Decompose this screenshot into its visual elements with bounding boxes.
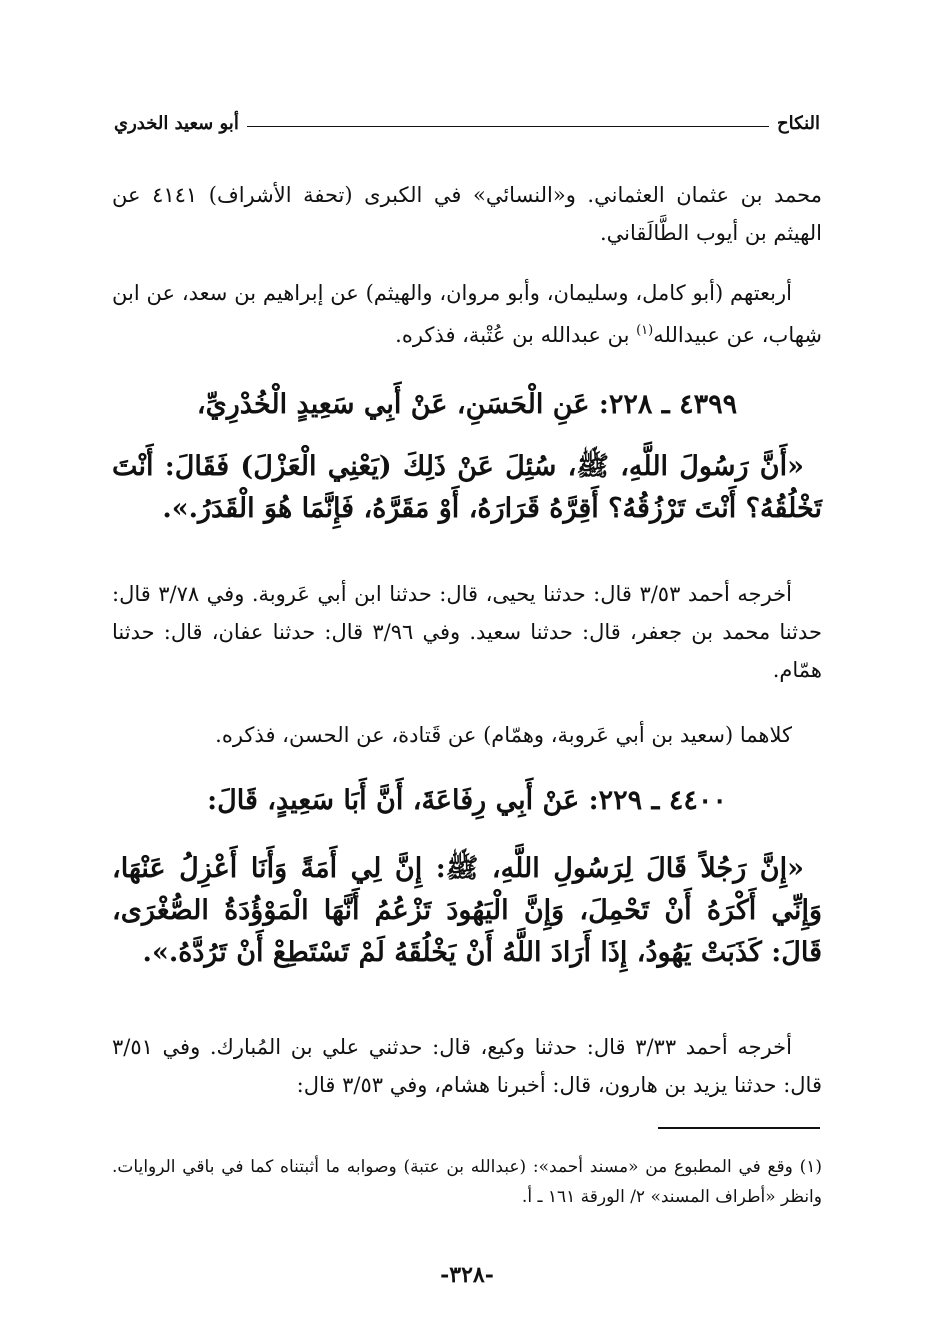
footnote-1: (١) وقع في المطبوع من «مسند أحمد»: (عبدالله بن عتبة) وصوابه ما أثبتناه كما في باقي الروايات. وانظر «أطراف المسند» ٢/ الورقة ١٦١ ـ أ.	[112, 1157, 822, 1207]
header-rule	[247, 126, 769, 127]
paragraph-2-text-b: بن عبدالله بن عُتْبة، فذكره.	[395, 323, 637, 347]
footnote-ref: (١)	[636, 323, 654, 338]
paragraph-1: محمد بن عثمان العثماني. و«النسائي» في الكبرى (تحفة الأشراف) ٤١٤١ عن الهيثم بن أيوب الطَّالَقاني.	[112, 183, 822, 245]
hadith-4400-text: «إِنَّ رَجُلاً قَالَ لِرَسُولِ اللَّهِ، ﷺ: إِنَّ لِي أَمَةً وَأَنَا أَعْزِلُ عَنْهَا، وَإِنِّي أَكْرَهُ أَنْ تَحْمِلَ، وَإِنَّ الْيَهُودَ تَزْعُمُ أَنَّهَا الْمَوْؤُدَةُ الصُّغْرَى، قَالَ: كَذَبَتْ يَهُودُ، إِذَا أَرَادَ اللَّهُ أَنْ يَخْلُقَهُ لَمْ تَسْتَطِعْ أَنْ تَرُدَّهُ.».	[112, 853, 822, 968]
header-section-title: أبو سعيد الخدري	[114, 113, 239, 134]
paragraph-2	[112, 274, 822, 354]
hadith-4400-heading: ٤٤٠٠ ـ ٢٢٩: عَنْ أَبِي رِفَاعَةَ، أَنَّ أَبَا سَعِيدٍ، قَالَ:	[207, 785, 727, 816]
header-chapter-title: النكاح	[777, 113, 820, 134]
page-number: -٣٢٨-	[440, 1262, 494, 1288]
running-header	[114, 108, 820, 134]
hadith-4399-text: «أَنَّ رَسُولَ اللَّهِ، ﷺ، سُئِلَ عَنْ ذَلِكَ (يَعْنِي الْعَزْلَ) فَقَالَ: أَنْتَ تَخْلُقُهُ؟ أَنْتَ تَرْزُقُهُ؟ أَقِرَّهُ قَرَارَهُ، أَوْ مَقَرَّهُ، فَإِنَّمَا هُوَ الْقَدَرُ.».	[112, 451, 822, 524]
hadith-4399-heading: ٤٣٩٩ ـ ٢٢٨: عَنِ الْحَسَنِ، عَنْ أَبِي سَعِيدٍ الْخُدْرِيِّ،	[196, 389, 738, 420]
footnote-separator	[658, 1127, 820, 1129]
paragraph-2-text-a: أربعتهم (أبو كامل، وسليمان، وأبو مروان، والهيثم) عن إبراهيم بن سعد، عن ابن شِهاب، عن عبيدالله	[112, 281, 822, 347]
paragraph-5: أخرجه أحمد ٣/٣٣ قال: حدثنا وكيع، قال: حدثني علي بن المُبارك. وفي ٣/٥١ قال: حدثنا يزيد بن هارون، قال: أخبرنا هشام، وفي ٣/٥٣ قال:	[112, 1035, 822, 1097]
paragraph-4: كلاهما (سعيد بن أبي عَروبة، وهمّام) عن قَتادة، عن الحسن، فذكره.	[215, 723, 792, 747]
paragraph-3: أخرجه أحمد ٣/٥٣ قال: حدثنا يحيى، قال: حدثنا ابن أبي عَروبة. وفي ٣/٧٨ قال: حدثنا محمد بن جعفر، قال: حدثنا سعيد. وفي ٣/٩٦ قال: حدثنا عفان، قال: حدثنا همّام.	[112, 582, 822, 682]
